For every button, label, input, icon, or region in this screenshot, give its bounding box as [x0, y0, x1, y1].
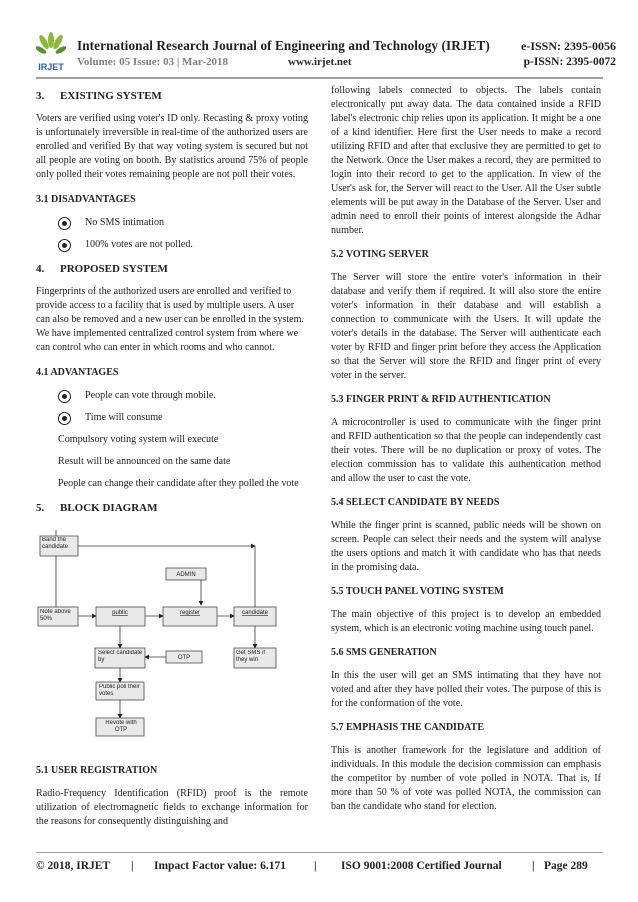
section-5-1-paragraph: Radio-Frequency Identification (RFID) proof is the remote utilization of electromagnetic fields to exchange information for the reasons for consequently distinguishing and: [36, 788, 308, 827]
section-5-2-paragraph: The Server will store the entire voter's information in their database and verify them if required. It will also store the entire voter's information in their database and will establish a connection to communicate with the Users. It will update the voter's details in the database. The Server will authenticate each voter by RFID and finger print before they access the Application so that the Server will store the RFID and finger print of every voter in the server.: [331, 272, 601, 381]
section-5-6-paragraph: In this the user will get an SMS intimating that they have not voted and after they have polled their votes. The purpose of this is for the conformation of the vote.: [331, 670, 601, 709]
bullet-icon: [58, 390, 71, 403]
bullet-icon: [58, 239, 71, 252]
left-column-top: [36, 89, 308, 524]
footer-copyright: © 2018, IRJET: [36, 860, 111, 872]
section-5-1-heading: 5.1 USER REGISTRATION: [36, 765, 158, 776]
list-item: Result will be announced on the same date: [58, 456, 231, 467]
block-diagram: [36, 530, 284, 748]
section-4-heading: 4. PROPOSED SYSTEM: [36, 263, 168, 275]
list-item: People can change their candidate after they polled the vote: [58, 478, 299, 489]
section-5-7-paragraph: This is another framework for the legislature and addition of individuals. In this module the decision commission can emphasis the competitor by number of vote polled in NOTA. That is, If more than 50 % of vote was polled NOTA, the commission can ban the candidate who stand for election.: [331, 745, 601, 812]
section-5-4-paragraph: While the finger print is scanned, public needs will be shown on screen. People can select their needs and the system will analyse the users options and match it with candidate who has that needs in the promising data.: [331, 520, 601, 573]
section-4-1-heading: 4.1 ADVANTAGES: [36, 367, 119, 378]
diagram-label-candidate: candidate: [241, 610, 269, 616]
footer-page-number: Page 289: [544, 860, 588, 872]
diagram-label-otp: OTP: [177, 655, 191, 661]
journal-title: International Research Journal of Engineering and Technology (IRJET): [77, 38, 490, 53]
volume-issue: Volume: 05 Issue: 03 | Mar-2018: [77, 56, 229, 68]
diagram-label-register: register: [179, 610, 201, 616]
section-5-7-heading: 5.7 EMPHASIS THE CANDIDATE: [331, 722, 484, 733]
section-3-1-heading: 3.1 DISADVANTAGES: [36, 194, 136, 205]
bullet-icon: [58, 217, 71, 230]
section-5-5-paragraph: The main objective of this project is to develop an embedded system, which is an electronic voting machine using touch panel.: [331, 609, 601, 634]
bullet-icon: [58, 412, 71, 425]
section-5-6-heading: 5.6 SMS GENERATION: [331, 647, 437, 658]
section-5-1-continued: following labels connected to objects. The labels contain electronically put away data. The data contained inside a RFID label's electronic chip relies upon its application. It might be a one of a kind identifier. Here first the User needs to make a record utilizing RFID and after that exclusive they are permitted to get to the Network. Once the User makes a record, they are permitted to login into their record to get to the application. In view of the User's ask for, the Server will react to the User. All the User subtle elements will be put away in the Database of the Server. User and admin need to enroll their points of interest alongside the Adhar number.: [331, 85, 601, 236]
section-5-heading: 5. BLOCK DIAGRAM: [36, 502, 158, 514]
diagram-label-select: Select candidate by: [98, 650, 143, 663]
left-column-bottom: [36, 764, 308, 837]
list-item: 100% votes are not polled.: [36, 238, 308, 252]
list-item: No SMS intimation: [36, 216, 308, 230]
list-item: Compulsory voting system will execute: [58, 434, 219, 445]
section-4-paragraph: Fingerprints of the authorized users are enrolled and verified to provide access to a facility that is used by multiple users. A user can also be removed and a new user can be enrolled in the system. We have implemented centralized control system from where we can control who can enter in which rooms and who cannot.: [36, 286, 304, 353]
section-3-paragraph: Voters are verified using voter's ID only. Recasting & proxy voting is unfortunately irreversible in real-time of the authorized users are enrolled and verified By that way voting system is secured but not all people are voting on booth. By statistics around 75% of people only polled their votes remaining people are not poll their votes.: [36, 113, 308, 180]
footer-separator: |: [532, 860, 535, 872]
diagram-label-publicpoll: Public poll their votes: [99, 684, 140, 697]
diagram-label-public: public: [112, 610, 128, 616]
section-5-3-heading: 5.3 FINGER PRINT & RFID AUTHENTICATION: [331, 394, 551, 405]
journal-website[interactable]: www.irjet.net: [288, 56, 352, 68]
section-5-4-heading: 5.4 SELECT CANDIDATE BY NEEDS: [331, 497, 500, 508]
diagram-label-admin: ADMIN: [176, 572, 196, 578]
footer-impact-factor: Impact Factor value: 6.171: [154, 860, 287, 872]
footer-separator: |: [131, 860, 134, 872]
irjet-logo-icon: [36, 32, 66, 74]
e-issn: e-ISSN: 2395-0056: [521, 39, 616, 53]
diagram-label-band: Band the candidate: [42, 537, 69, 550]
page-header: [0, 0, 638, 80]
footer-separator: |: [314, 860, 317, 872]
footer-rule: [36, 852, 603, 853]
diagram-label-note: Note above 50%: [40, 609, 71, 622]
diagram-label-getsms: Get SMS if they win: [236, 650, 266, 663]
p-issn: p-ISSN: 2395-0072: [523, 56, 616, 68]
list-item: People can vote through mobile.: [36, 389, 308, 403]
list-item: Time will consume: [36, 411, 308, 425]
diagram-label-revote: Revote with OTP: [105, 720, 137, 733]
section-5-2-heading: 5.2 VOTING SERVER: [331, 249, 429, 260]
logo-text: IRJET: [38, 62, 64, 72]
right-column: [331, 84, 601, 822]
header-rule: [36, 77, 603, 79]
section-5-3-paragraph: A microcontroller is used to communicate with the finger print and RFID authentication so that the people can independently cast their votes. There will be no duplication or proxy of votes. The election commission has to validate this authentication method and allow the user to cast the vote.: [331, 417, 601, 484]
footer-iso: ISO 9001:2008 Certified Journal: [341, 860, 502, 872]
section-5-5-heading: 5.5 TOUCH PANEL VOTING SYSTEM: [331, 586, 504, 597]
section-3-heading: 3. EXISTING SYSTEM: [36, 90, 162, 102]
